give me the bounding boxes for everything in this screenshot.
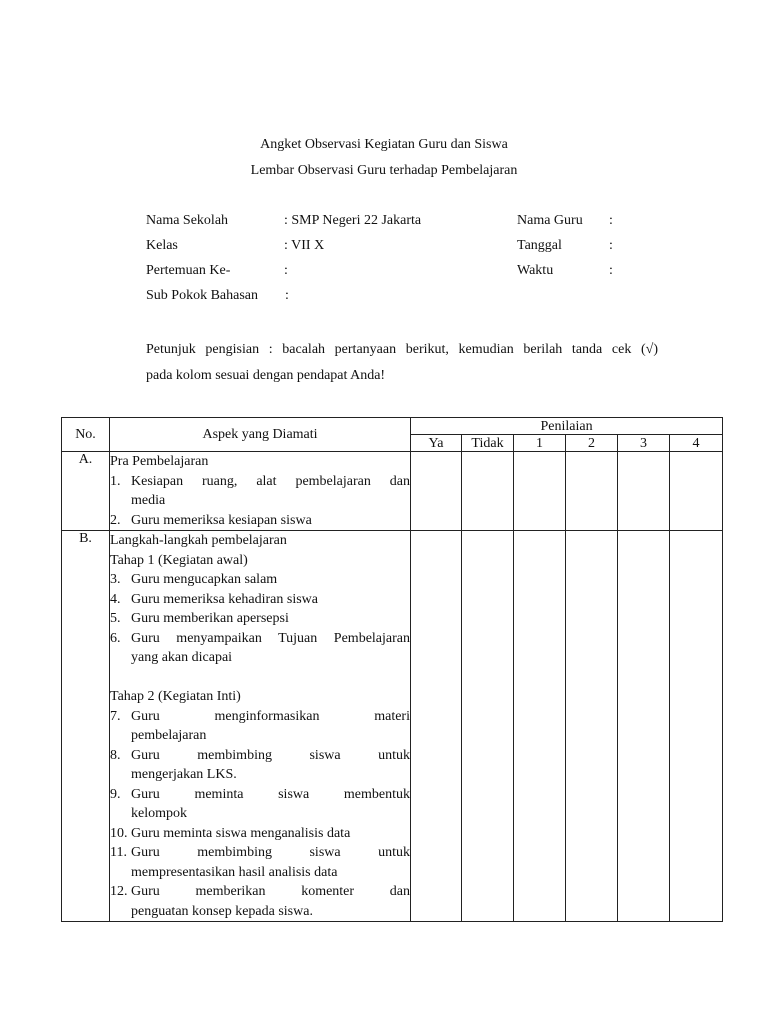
item-text-cont: mengerjakan LKS. [131,767,237,782]
item-text-cont: kelompok [131,806,187,821]
tanggal-value: : [609,238,613,253]
item-text: Guru membimbing siswa untuk [131,747,410,763]
item-number: 8. [110,747,121,763]
item-number: 12. [110,884,128,899]
list-item [110,472,410,511]
item-text: Guru memberikan apersepsi [131,611,289,626]
spacer [110,668,410,688]
pertemuan-label: Pertemuan Ke- [146,263,231,278]
list-item [110,629,410,668]
item-text-cont: media [131,493,166,508]
table-row-section-b [62,531,723,922]
nama-guru-value: : [609,213,613,228]
sub-pokok-bahasan-value: : [285,288,289,303]
check-cell-4[interactable] [670,452,723,531]
item-number: 2. [110,512,121,528]
document-title: Angket Observasi Kegiatan Guru dan Siswa [260,137,508,152]
item-number: 7. [110,708,121,724]
list-item [110,570,410,590]
item-text: Guru menyampaikan Tujuan Pembelajaran [131,630,410,646]
list-item [110,746,410,785]
item-text: Guru menginformasikan materi [131,708,410,724]
header-score-2: 2 [566,435,618,452]
section-b-number: B. [62,531,110,922]
section-a-title: Pra Pembelajaran [110,454,209,469]
stage-2-title: Tahap 2 (Kegiatan Inti) [110,689,241,704]
item-number: 10. [110,825,128,841]
list-item [110,590,410,610]
nama-sekolah-label: Nama Sekolah [146,213,229,228]
list-item [110,707,410,746]
list-item [110,882,410,921]
check-cell-1[interactable] [514,531,566,922]
item-text: Guru membimbing siswa untuk [131,845,410,860]
stage-1-title: Tahap 1 (Kegiatan awal) [110,552,248,568]
item-text-cont: penguatan konsep kepada siswa. [131,903,313,919]
list-item [110,843,410,882]
header-no: No. [62,418,110,452]
check-cell-tidak[interactable] [462,531,514,922]
item-number: 6. [110,630,121,646]
item-number: 11. [110,845,127,860]
table-row-section-a [62,452,723,531]
kelas-label: Kelas [146,238,178,253]
header-tidak: Tidak [462,435,514,452]
nama-guru-label: Nama Guru [517,213,583,228]
header-ya: Ya [411,435,462,452]
header-score-3: 3 [618,435,670,452]
check-cell-ya[interactable] [411,452,462,531]
item-number: 5. [110,611,121,626]
observation-table [61,417,723,922]
item-text-cont: pembelajaran [131,728,207,743]
document-subtitle: Lembar Observasi Guru terhadap Pembelajaran [250,163,518,178]
header-score-1: 1 [514,435,566,452]
header-penilaian: Penilaian [411,418,723,435]
check-cell-2[interactable] [566,452,618,531]
item-text-cont: mempresentasikan hasil analisis data [131,864,338,880]
item-text: Guru memeriksa kehadiran siswa [131,591,318,607]
kelas-value: : VII X [284,238,325,253]
list-item [110,511,410,531]
header-aspek: Aspek yang Diamati [110,418,411,452]
check-cell-3[interactable] [618,452,670,531]
check-cell-1[interactable] [514,452,566,531]
waktu-label: Waktu [517,263,554,278]
sub-pokok-bahasan-label: Sub Pokok Bahasan [146,288,258,303]
check-cell-tidak[interactable] [462,452,514,531]
tanggal-label: Tanggal [517,238,562,253]
item-text: Guru memberikan komenter dan [131,884,410,899]
section-a-aspects [110,452,411,531]
check-cell-2[interactable] [566,531,618,922]
item-text: Guru mengucapkan salam [131,572,278,587]
instructions [146,337,658,389]
check-cell-ya[interactable] [411,531,462,922]
list-item [110,609,410,629]
list-item [110,785,410,824]
item-text: Guru meminta siswa menganalisis data [131,825,351,841]
check-cell-4[interactable] [670,531,723,922]
section-b-title: Langkah-langkah pembelajaran [110,533,287,548]
item-number: 9. [110,786,121,802]
pertemuan-value: : [284,263,288,278]
item-number: 4. [110,591,121,607]
item-text-cont: yang akan dicapai [131,650,233,665]
list-item [110,824,410,844]
item-number: 3. [110,572,121,587]
item-text: Guru meminta siswa membentuk [131,786,410,802]
nama-sekolah-value: : SMP Negeri 22 Jakarta [284,213,422,228]
item-text: Guru memeriksa kesiapan siswa [131,512,312,528]
item-number: 1. [110,473,121,489]
section-a-number: A. [62,452,110,531]
check-cell-3[interactable] [618,531,670,922]
header-score-4: 4 [670,435,723,452]
item-text: Kesiapan ruang, alat pembelajaran dan [131,473,410,489]
instructions-line-2: pada kolom sesuai dengan pendapat Anda! [146,368,386,383]
waktu-value: : [609,263,613,278]
section-b-aspects [110,531,411,922]
instructions-line-1: Petunjuk pengisian : bacalah pertanyaan berikut, kemudian berilah tanda cek (√) [146,342,658,357]
